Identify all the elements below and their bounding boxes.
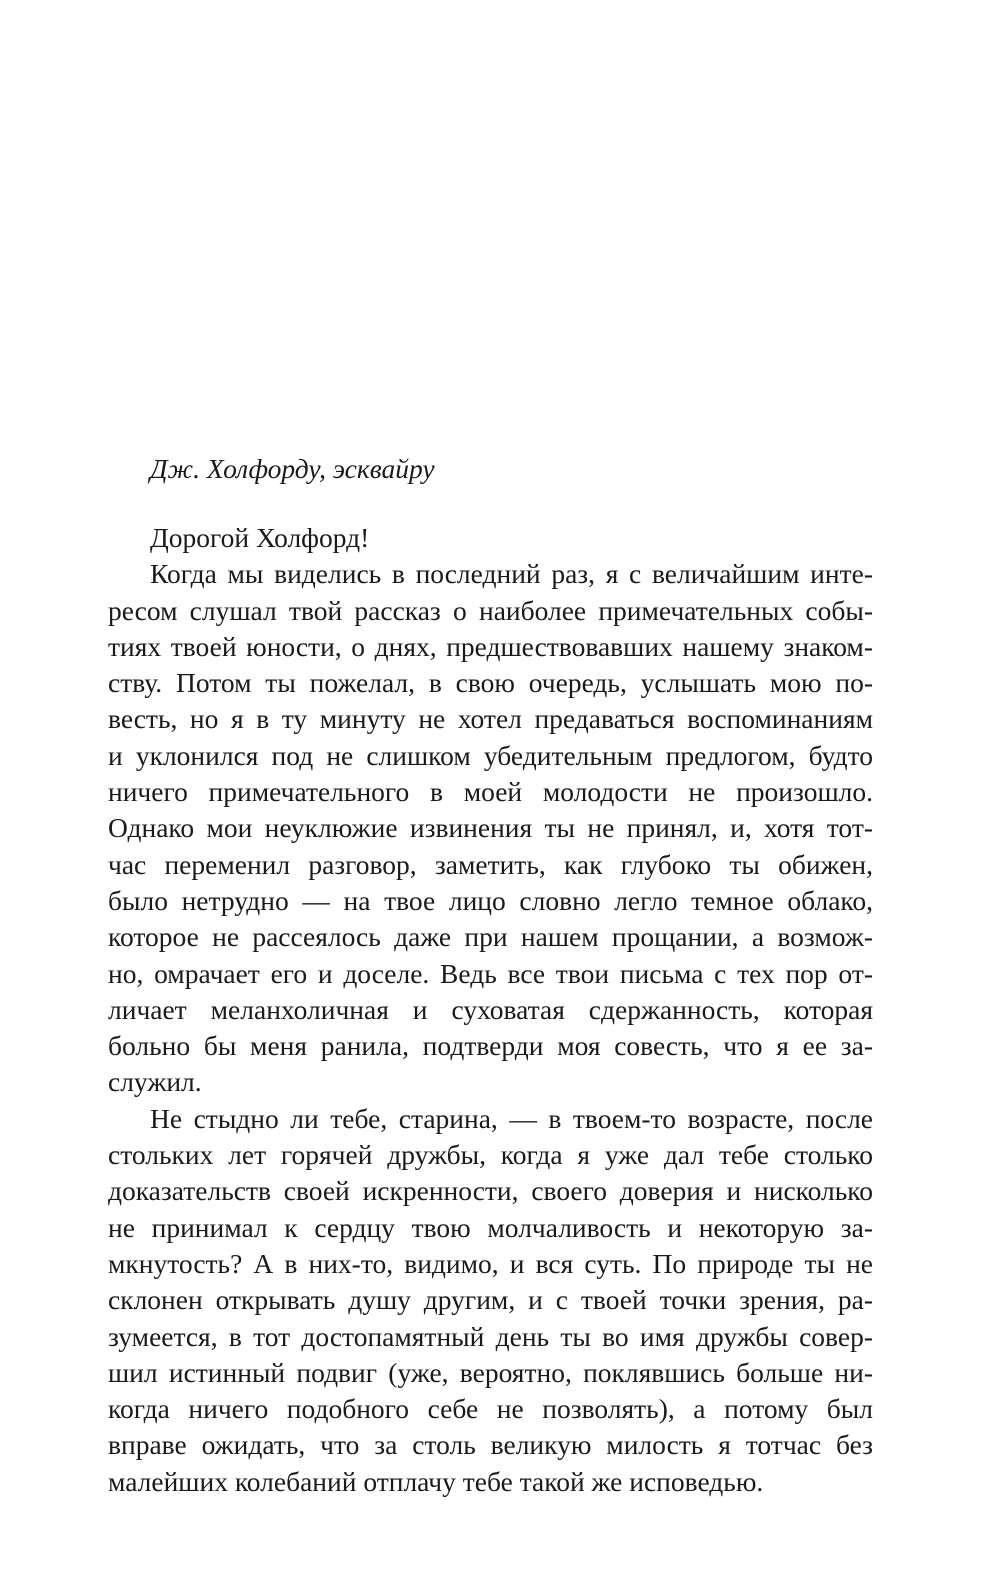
text-line: ничего примечательного в моей молодости не произошло. xyxy=(108,776,873,808)
text-line: малейших колебаний отплачу тебе такой же исповедью. xyxy=(108,1465,764,1497)
text-line: Когда мы виделись в последний раз, я с величайшим инте- xyxy=(150,558,873,590)
text-line: склонен открывать душу другим, и с твоей точки зрения, ра- xyxy=(108,1284,873,1316)
text-line: доказательств своей искренности, своего доверия и нисколько xyxy=(108,1175,873,1207)
text-line: ресом слушал твой рассказ о наиболее примечательных собы- xyxy=(108,594,873,626)
text-line: было нетрудно — на твое лицо словно легло темное облако, xyxy=(108,884,873,916)
text-line: стольких лет горячей дружбы, когда я уже дал тебе столько xyxy=(108,1139,873,1171)
text-line: служил. xyxy=(108,1066,202,1098)
text-line: зумеется, в тот достопамятный день ты во имя дружбы совер- xyxy=(108,1320,873,1352)
text-line: личает меланхоличная и суховатая сдержанность, которая xyxy=(108,993,873,1025)
text-line: вправе ожидать, что за столь великую милость я тотчас без xyxy=(108,1429,873,1461)
text-line: мкнутость? А в них-то, видимо, и вся суть. По природе ты не xyxy=(108,1247,873,1279)
text-line: которое не рассеялось даже при нашем прощании, а возмож- xyxy=(108,921,873,953)
text-line: весть, но я в ту минуту не хотел предаваться воспоминаниям xyxy=(108,703,873,735)
text-line: когда ничего подобного себе не позволять), а потому был xyxy=(108,1393,873,1425)
text-line: но, омрачает его и доселе. Ведь все твои письма с тех пор от- xyxy=(108,957,873,989)
paragraph-2 xyxy=(108,1101,873,1500)
text-line: Не стыдно ли тебе, старина, — в твоем-то возрасте, после xyxy=(150,1102,873,1134)
text-line: и уклонился под не слишком убедительным предлогом, будто xyxy=(108,739,873,771)
text-line: шил истинный подвиг (уже, вероятно, поклявшись больше ни- xyxy=(108,1356,873,1388)
text-line: не принимал к сердцу твою молчаливость и некоторую за- xyxy=(108,1211,873,1243)
text-line: тиях твоей юности, о днях, предшествовавших нашему знаком- xyxy=(108,630,873,662)
text-line: час переменил разговор, заметить, как глубоко ты обижен, xyxy=(108,848,873,880)
text-line: больно бы меня ранила, подтверди моя совесть, что я ее за- xyxy=(108,1030,873,1062)
book-page xyxy=(108,448,873,1500)
paragraph-1 xyxy=(108,556,873,1100)
greeting: Дорогой Холфорд! xyxy=(150,522,370,553)
text-line: ству. Потом ты пожелал, в свою очередь, услышать мою по- xyxy=(108,667,873,699)
text-line: Однако мои неуклюжие извинения ты не принял, и, хотя тот- xyxy=(108,812,873,844)
dedication: Дж. Холфорду, эсквайру xyxy=(150,453,435,484)
letter-body xyxy=(108,520,873,1500)
